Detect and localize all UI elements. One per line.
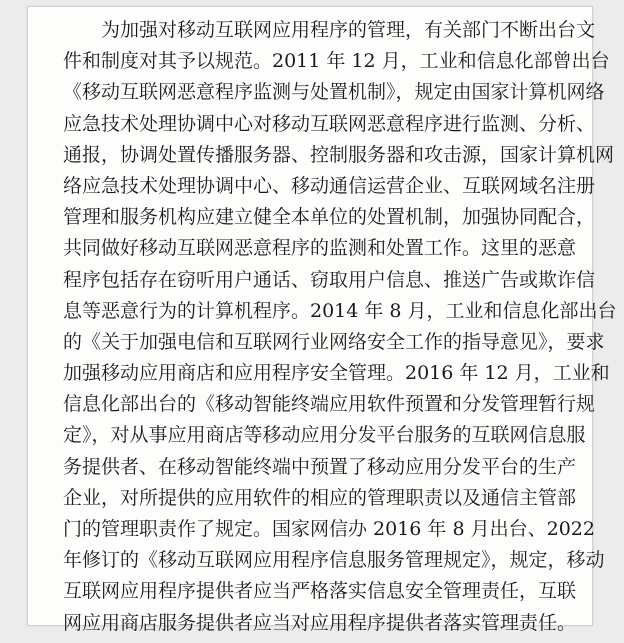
paragraph-line: 息等恶意行为的计算机程序。2014 年 8 月，工业和信息化部出台 xyxy=(63,299,617,322)
paragraph-line: 门的管理职责作了规定。国家网信办 2016 年 8 月出台、2022 xyxy=(63,518,595,540)
paragraph-line: 年修订的《移动互联网应用程序信息服务管理规定》，规定，移动 xyxy=(63,549,605,572)
paragraph-line: 企业，对所提供的应用软件的相应的管理职责以及通信主管部 xyxy=(63,486,577,509)
paragraph-line: 程序包括存在窃听用户通话、窃取用户信息、推送广告或欺诈信 xyxy=(63,268,596,291)
paragraph-line: 的《关于加强电信和互联网行业网络安全工作的指导意见》，要求 xyxy=(63,330,605,353)
paragraph-line: 为加强对移动互联网应用程序的管理，有关部门不断出台文 xyxy=(101,19,596,41)
paragraph-line: 加强移动应用商店和应用程序安全管理。2016 年 12 月，工业和 xyxy=(63,362,610,385)
paragraph-line: 应急技术处理协调中心对移动互联网恶意程序进行监测、分析、 xyxy=(63,112,596,135)
paragraph-line: 通报，协调处置传播服务器、控制服务器和攻击源，国家计算机网 xyxy=(63,143,615,166)
paragraph-line: 管理和服务机构应建立健全本单位的处置机制，加强协同配合， xyxy=(63,206,596,229)
paragraph-line: 络应急技术处理协调中心、移动通信运营企业、互联网域名注册 xyxy=(63,174,596,197)
paragraph-line: 共同做好移动互联网恶意程序的监测和处置工作。这里的恶意 xyxy=(63,237,577,260)
paragraph-line: 互联网应用程序提供者应当严格落实信息安全管理责任，互联 xyxy=(63,580,577,603)
paragraph-line: 件和制度对其予以规范。2011 年 12 月，工业和信息化部曾出台 xyxy=(63,50,610,73)
paragraph-line: 务提供者、在移动智能终端中预置了移动应用分发平台的生产 xyxy=(63,455,577,478)
paragraph-line: 信息化部出台的《移动智能终端应用软件预置和分发管理暂行规 xyxy=(63,393,596,416)
body-paragraph xyxy=(63,15,617,639)
paragraph-line: 《移动互联网恶意程序监测与处置机制》，规定由国家计算机网络 xyxy=(63,81,605,104)
paragraph-line: 网应用商店服务提供者应当对应用程序提供者落实管理责任。 xyxy=(63,611,577,634)
paragraph-line: 定》，对从事应用商店等移动应用分发平台服务的互联网信息服 xyxy=(63,424,586,447)
